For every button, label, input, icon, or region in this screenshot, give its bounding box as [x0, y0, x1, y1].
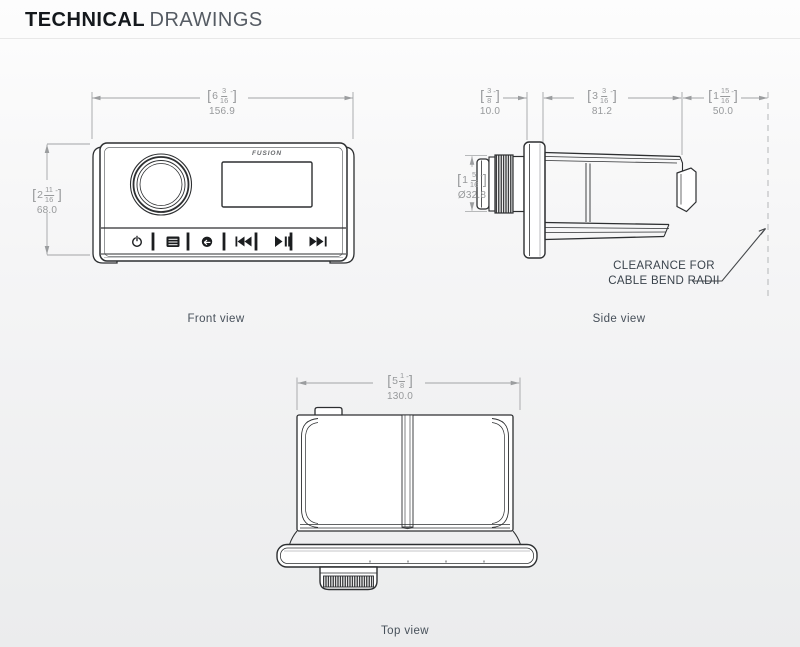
bracket: ]: [482, 171, 487, 188]
dim-whole: 1: [462, 173, 468, 186]
page-title: [25, 9, 263, 32]
rear-connector-bump: [315, 408, 342, 416]
dimension-side-flange-thickness: [480, 87, 500, 117]
front-flange: [524, 142, 545, 258]
dim-mm: 10.0: [479, 106, 501, 118]
tolerance-dash: -: [230, 87, 233, 97]
front-view-drawing: [20, 85, 370, 330]
dim-mm: 68.0: [36, 205, 58, 217]
dim-whole: 2: [37, 188, 43, 201]
knob-shaft: [489, 157, 495, 211]
tolerance-dash: -: [493, 87, 496, 97]
dim-fraction: $\frac{15}{16}$: [720, 86, 730, 105]
front-view-label: Front view: [187, 313, 245, 325]
top-view-label: Top view: [381, 625, 429, 637]
note-line-2: CABLE BEND RADII: [608, 274, 720, 287]
page-title-primary: TECHNICAL: [25, 9, 146, 31]
bracket: [: [457, 171, 462, 188]
mounting-clip: [677, 168, 696, 212]
knob-collar: [513, 157, 524, 212]
bracket: [: [207, 87, 212, 104]
dimension-front-width: [207, 87, 237, 117]
tolerance-dash: -: [480, 171, 483, 181]
side-view-drawing: [440, 85, 790, 330]
bracket: ]: [495, 87, 500, 104]
bracket: [: [708, 87, 713, 104]
dimension-top-width: [387, 372, 413, 402]
dimension-side-mounting-depth: [587, 87, 617, 117]
bracket: ]: [232, 87, 237, 104]
bracket: [: [480, 87, 485, 104]
chassis-body: [545, 153, 683, 240]
tolerance-dash: -: [55, 186, 58, 196]
bracket: ]: [612, 87, 617, 104]
front-panel-top-view: [277, 545, 537, 568]
dim-mm: 130.0: [386, 391, 414, 403]
bracket: [: [32, 186, 37, 203]
dim-fraction: $\frac{11}{16}$: [44, 185, 54, 204]
dim-fraction: $\frac{5}{16}$: [469, 170, 479, 189]
dimension-knob-diameter: [457, 171, 487, 201]
header-divider: [0, 38, 800, 39]
menu-icon: [167, 237, 180, 248]
dim-whole: 6: [212, 89, 218, 102]
dim-mm: 50.0: [712, 106, 734, 118]
dim-fraction: $\frac{3}{16}$: [599, 86, 609, 105]
center-rail: [402, 415, 413, 529]
back-icon: [202, 237, 212, 247]
display-screen: [222, 162, 312, 207]
dim-mm: 156.9: [208, 106, 236, 118]
knob-top-view: [320, 567, 377, 590]
note-line-1: CLEARANCE FOR: [613, 260, 715, 272]
knob-knurled-band: [495, 155, 513, 213]
dim-mm: 81.2: [591, 106, 613, 118]
dim-whole: 1: [713, 89, 719, 102]
tolerance-dash: -: [610, 87, 613, 97]
brand-logo: FUSION: [252, 150, 282, 157]
tolerance-dash: -: [406, 372, 409, 382]
dimension-side-cable-clearance: [708, 87, 738, 117]
bracket: ]: [408, 372, 413, 389]
dim-fraction: $\frac{3}{8}$: [487, 86, 492, 105]
dim-mm: Ø32.8: [457, 190, 487, 202]
dim-fraction: $\frac{1}{8}$: [400, 371, 405, 390]
dimension-front-height: [32, 186, 62, 216]
bracket: [: [387, 372, 392, 389]
dim-whole: 5: [392, 374, 398, 387]
side-view-label: Side view: [592, 313, 646, 325]
dim-whole: 3: [592, 89, 598, 102]
dim-fraction: $\frac{3}{16}$: [219, 86, 229, 105]
tolerance-dash: -: [731, 87, 734, 97]
bracket: ]: [733, 87, 738, 104]
bracket: ]: [57, 186, 62, 203]
page-title-secondary: DRAWINGS: [149, 9, 263, 31]
cable-clearance-note: [608, 259, 720, 289]
bracket: [: [587, 87, 592, 104]
